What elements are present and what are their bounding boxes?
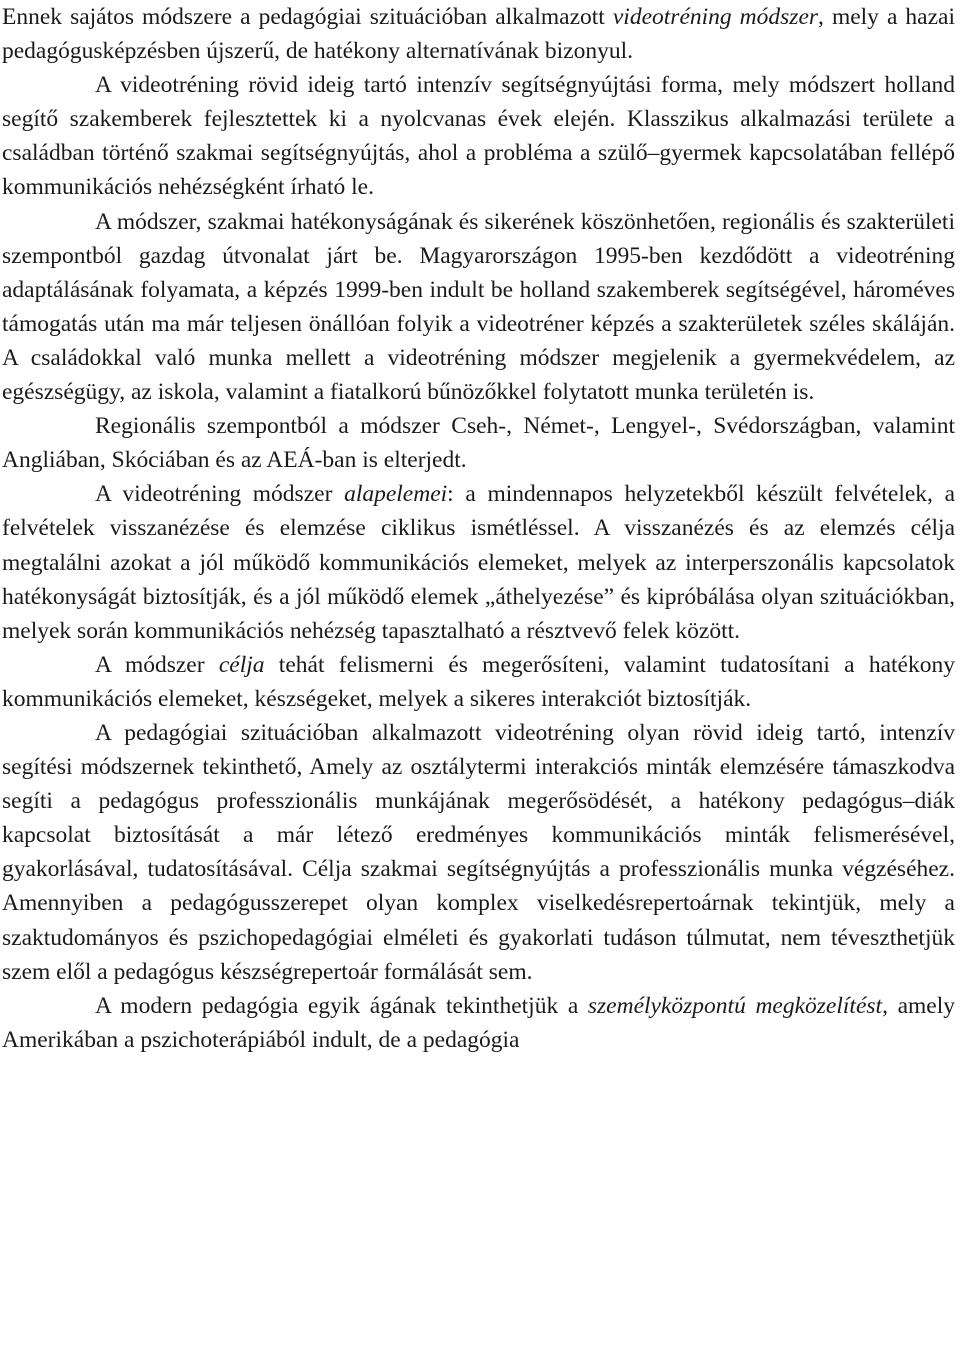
text-segment: A videotréning rövid ideig tartó intenzív segítségnyújtási forma, mely módszert holland segítő szakemberek fejlesztettek ki a nyolcvanas évek elején. Klasszikus alkalmazási területe a családban történő szakmai segítségnyújtás, ahol a probléma a szülő–gyermek kapcsolatában fellépő kommunikációs nehézségként írható le. <box>2 72 955 201</box>
paragraph-4 <box>2 409 955 477</box>
text-segment: : a mindennapos helyzetekből készült felvételek, a felvételek visszanézése és elemzése ciklikus ismétléssel. A visszanézés és az elemzés célja megtalálni azokat a jól működő kommunikációs elemeket, melyek az interperszonális kapcsolatok hatékonyságát biztosítják, és a jól működő elemek „áthelyezése” és kipróbálása olyan szituációkban, melyek során kommunikációs nehézség tapasztalható a résztvevő felek között. <box>2 481 955 644</box>
paragraph-8 <box>2 989 955 1057</box>
emphasis-videotrening: videotréning módszer <box>612 4 819 30</box>
text-segment: A pedagógiai szituációban alkalmazott videotréning olyan rövid ideig tartó, intenzív segítési módszernek tekinthető, Amely az osztálytermi interakciós minták elemzésére támaszkodva segíti a pedagógus professzionális munkájának megerősödését, a hatékony pedagógus–diák kapcsolat biztosítását a már létező eredményes kommunikációs minták felismerésével, gyakorlásával, tudatosításával. Célja szakmai segítségnyújtás a professzionális munka végzéséhez. Amennyiben a pedagógusszerepet olyan komplex viselkedésrepertoárnak tekintjük, mely a szaktudományos és pszichopedagógiai elméleti és gyakorlati tudáson túlmutat, nem téveszthetjük szem elől a pedagógus készségrepertoár formálását sem. <box>2 719 955 985</box>
emphasis-szemelykozpontu: személyközpontú megközelítést <box>587 992 883 1019</box>
paragraph-7 <box>2 716 955 989</box>
text-segment: , mely a hazai pedagógusképzésben újszerű, de hatékony alternatívának bizonyul. <box>2 4 955 65</box>
text-segment: A videotréning módszer <box>95 481 345 508</box>
document-page <box>2 0 955 1057</box>
text-segment: Ennek sajátos módszere a pedagógiai szituációban alkalmazott <box>2 4 613 30</box>
text-segment: A módszer <box>95 651 219 678</box>
paragraph-2 <box>2 68 955 204</box>
text-segment: A módszer, szakmai hatékonyságának és sikerének köszönhetően, regionális és szakterületi szempontból gazdag útvonalat járt be. Magyarországon 1995-ben kezdődött a videotréning adaptálásának folyamata, a képzés 1999-ben indult be holland szakemberek segítségével, hároméves támogatás után ma már teljesen önállóan folyik a videotréner képzés a szakterületek széles skáláján. A családokkal való munka mellett a videotréning módszer megjelenik a gyermekvédelem, az egészségügy, az iskola, valamint a fiatalkorú bűnözőkkel folytatott munka területén is. <box>2 208 955 406</box>
paragraph-1 <box>2 0 955 68</box>
text-segment: Regionális szempontból a módszer Cseh-, Német-, Lengyel-, Svédországban, valamint Angliában, Skóciában és az AEÁ-ban is elterjedt. <box>2 413 955 474</box>
text-segment: tehát felismerni és megerősíteni, valamint tudatosítani a hatékony kommunikációs elemeket, készségeket, melyek a sikeres interakciót biztosítják. <box>2 651 955 712</box>
text-segment: A modern pedagógia egyik ágának tekinthetjük a <box>95 992 588 1019</box>
paragraph-3 <box>2 205 955 410</box>
paragraph-5 <box>2 477 955 647</box>
emphasis-alapelemei: alapelemei <box>344 481 448 508</box>
text-segment: , amely Amerikában a pszichoterápiából indult, de a pedagógia <box>2 992 955 1053</box>
emphasis-celja: célja <box>218 651 265 678</box>
paragraph-6 <box>2 648 955 716</box>
